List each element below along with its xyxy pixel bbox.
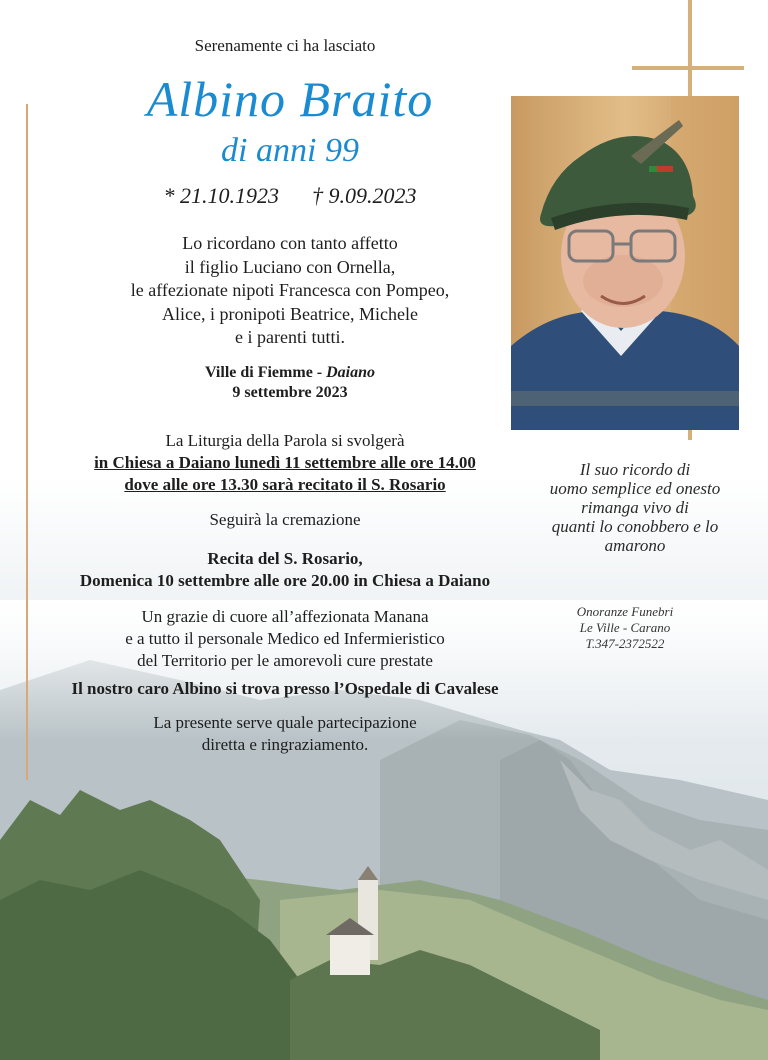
family-line: Lo ricordano con tanto affetto xyxy=(182,233,398,253)
place-date-section xyxy=(80,363,500,403)
rosario-section xyxy=(30,548,540,592)
cross-icon-horizontal-bar xyxy=(632,66,744,70)
death-date: † 9.09.2023 xyxy=(312,183,417,208)
family-line: il figlio Luciano con Ornella, xyxy=(184,256,396,277)
thanks-line: e a tutto il personale Medico ed Infermieristico xyxy=(125,629,445,648)
deceased-name: Albino Braito xyxy=(146,71,434,127)
rosario-line: Recita del S. Rosario, xyxy=(207,549,363,568)
thanks-section xyxy=(40,606,530,672)
thanks-line: del Territorio per le amorevoli cure prestate xyxy=(137,651,433,670)
quote-line: Il suo ricordo di xyxy=(579,460,691,479)
liturgy-line-underlined: dove alle ore 13.30 sarà recitato il S. Rosario xyxy=(124,475,446,494)
cremation-note: Seguirà la cremazione xyxy=(209,510,361,529)
closing-line: diretta e ringraziamento. xyxy=(201,735,369,754)
closing-section xyxy=(60,712,510,756)
family-line: e i parenti tutti. xyxy=(235,327,345,347)
portrait-photo xyxy=(511,96,739,430)
family-line: Alice, i pronipoti Beatrice, Michele xyxy=(162,303,418,324)
funeral-home-name: Onoranze Funebri xyxy=(576,604,674,619)
quote-line: uomo semplice ed onesto xyxy=(549,479,721,498)
family-line: le affezionate nipoti Francesca con Pompeo, xyxy=(130,280,450,300)
place-village: Daiano xyxy=(326,364,376,381)
birth-date: * 21.10.1923 xyxy=(163,183,279,208)
thanks-line: Un grazie di cuore all’affezionata Manana xyxy=(141,607,429,626)
closing-line: La presente serve quale partecipazione xyxy=(153,713,417,732)
quote-line: quanti lo conobbero e lo xyxy=(551,517,719,536)
liturgy-section xyxy=(40,430,530,496)
funeral-home-phone: T.347-2372522 xyxy=(585,636,665,651)
liturgy-line: La Liturgia della Parola si svolgerà xyxy=(165,431,405,450)
quote-line: rimanga vivo di xyxy=(581,498,689,517)
age-text: di anni 99 xyxy=(221,132,359,169)
rosario-line: Domenica 10 settembre alle ore 20.00 in Chiesa a Daiano xyxy=(79,571,491,590)
family-section xyxy=(80,232,500,350)
liturgy-line-underlined: in Chiesa a Daiano lunedì 11 settembre alle ore 14.00 xyxy=(94,453,476,472)
intro-text: Serenamente ci ha lasciato xyxy=(194,36,376,55)
quote-line: amarono xyxy=(604,536,666,555)
memorial-quote xyxy=(520,460,750,555)
funeral-home-info xyxy=(540,604,710,652)
place-line xyxy=(80,363,500,383)
location-note: Il nostro caro Albino si trova presso l’Ospedale di Cavalese xyxy=(71,679,499,698)
life-dates xyxy=(120,183,460,209)
place-date: 9 settembre 2023 xyxy=(232,384,348,401)
funeral-home-location: Le Ville - Carano xyxy=(579,620,671,635)
place-town: Ville di Fiemme - xyxy=(204,364,327,381)
